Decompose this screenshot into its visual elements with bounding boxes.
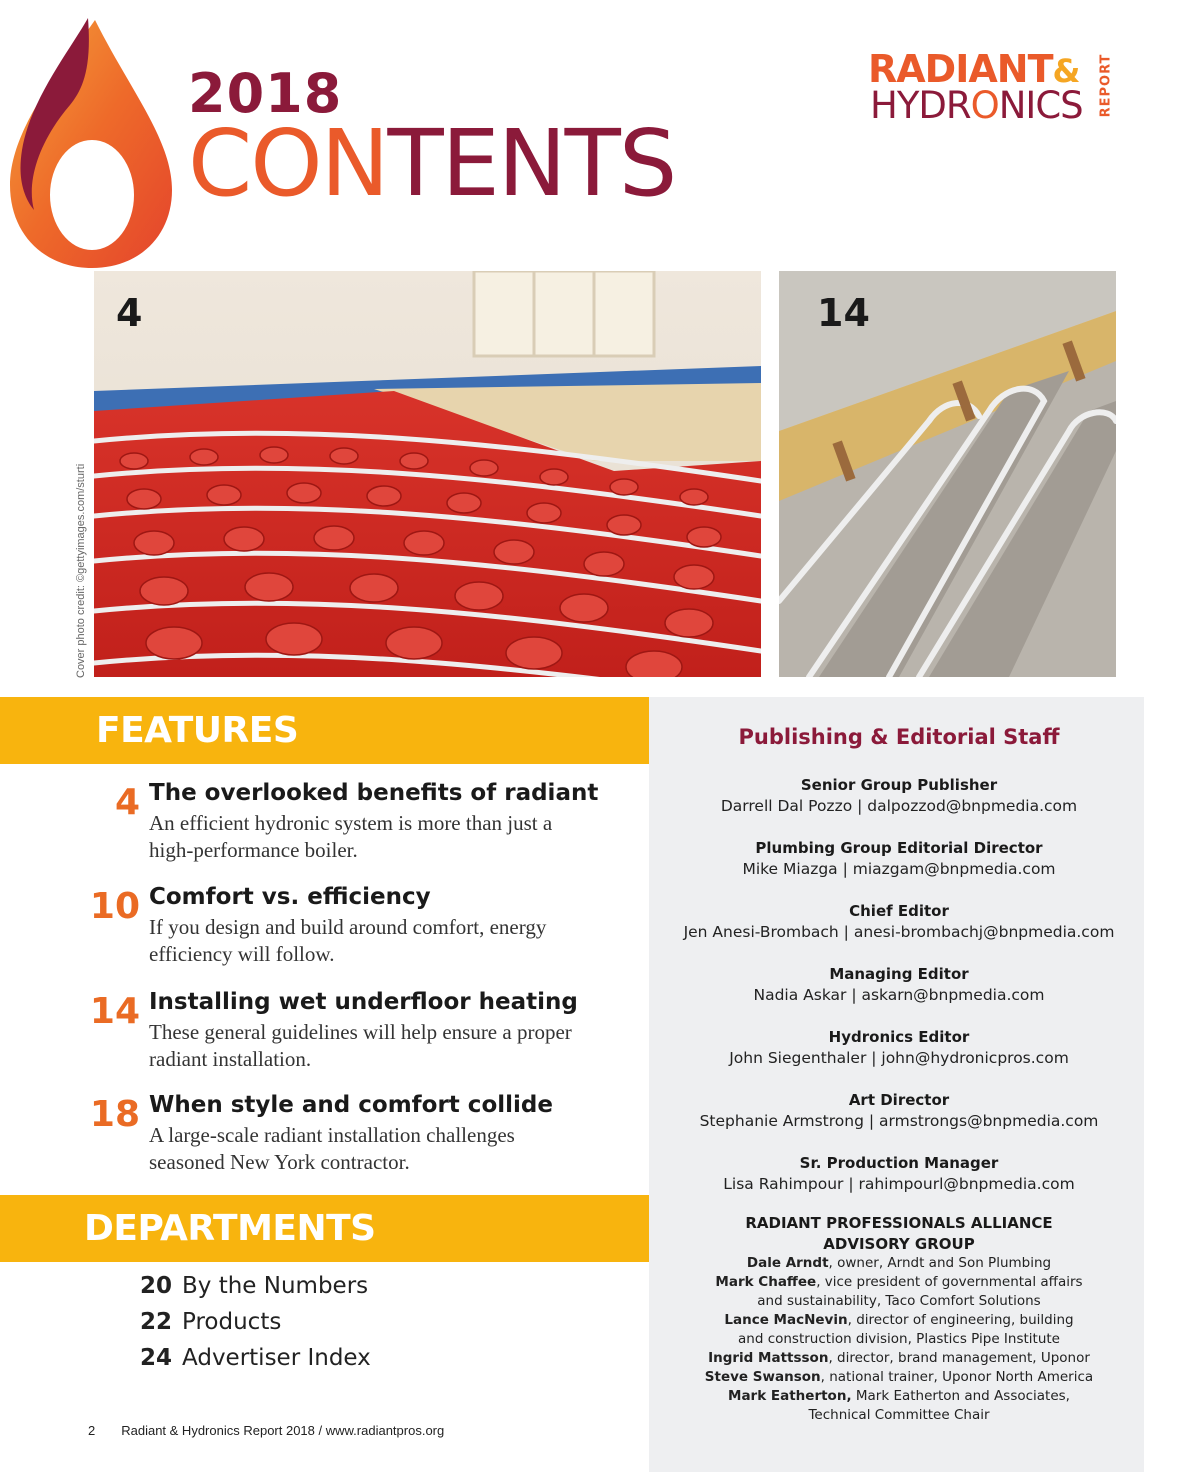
staff-heading: Publishing & Editorial Staff bbox=[738, 725, 1060, 749]
staff-entry bbox=[649, 1153, 1149, 1195]
member-desc: and sustainability, Taco Comfort Solutions bbox=[757, 1293, 1041, 1309]
feature-description: These general guidelines will help ensure a proper radiant installation. bbox=[149, 1020, 572, 1071]
footer-page-number: 2 bbox=[88, 1423, 96, 1438]
brand-radiant: RADIANT bbox=[868, 47, 1053, 91]
brand-line-2 bbox=[870, 84, 1083, 127]
feature-description: If you design and build around comfort, energy efficiency will follow. bbox=[149, 915, 547, 966]
drop-logo-icon bbox=[0, 10, 175, 270]
radiant-floor-image bbox=[94, 271, 761, 677]
member-name: Steve Swanson bbox=[704, 1369, 821, 1385]
feature-description: A large-scale radiant installation challenges seasoned New York contractor. bbox=[149, 1123, 515, 1174]
advisory-member bbox=[649, 1311, 1149, 1330]
member-desc: , vice president of governmental affairs bbox=[816, 1274, 1083, 1290]
advisory-title-line-2: ADVISORY GROUP bbox=[823, 1235, 975, 1253]
staff-contact: John Siegenthaler | john@hydronicpros.com bbox=[729, 1049, 1069, 1067]
feature-page-number: 10 bbox=[89, 886, 140, 927]
staff-role: Chief Editor bbox=[849, 902, 949, 920]
advisory-group-title bbox=[649, 1213, 1149, 1255]
staff-contact: Lisa Rahimpour | rahimpourl@bnpmedia.com bbox=[723, 1175, 1075, 1193]
advisory-title-line-1: RADIANT PROFESSIONALS ALLIANCE bbox=[745, 1214, 1053, 1232]
feature-photo-underfloor bbox=[779, 271, 1116, 677]
feature-page-number: 18 bbox=[89, 1094, 140, 1135]
brand-logo bbox=[868, 47, 1128, 127]
photo1-page-number: 4 bbox=[116, 291, 143, 335]
staff-panel bbox=[649, 697, 1144, 1472]
staff-role: Art Director bbox=[848, 1091, 950, 1109]
photo2-page-number: 14 bbox=[817, 291, 870, 335]
staff-contact: Nadia Askar | askarn@bnpmedia.com bbox=[753, 986, 1045, 1004]
page-title bbox=[188, 110, 676, 217]
feature-page-number: 14 bbox=[89, 991, 140, 1032]
features-heading: FEATURES bbox=[96, 710, 299, 751]
member-desc: , director of engineering, building bbox=[847, 1312, 1074, 1328]
member-name: Lance MacNevin bbox=[724, 1312, 848, 1328]
department-item[interactable] bbox=[140, 1273, 368, 1299]
feature-title: Comfort vs. efficiency bbox=[149, 884, 431, 910]
department-item[interactable] bbox=[140, 1309, 281, 1335]
brand-hydr: HYDR bbox=[870, 84, 971, 127]
feature-description: An efficient hydronic system is more than just a high-performance boiler. bbox=[149, 811, 553, 862]
staff-role: Sr. Production Manager bbox=[799, 1154, 999, 1172]
page-footer bbox=[88, 1423, 444, 1438]
advisory-member bbox=[649, 1368, 1149, 1387]
feature-page-number: 4 bbox=[114, 782, 140, 823]
advisory-member bbox=[649, 1387, 1149, 1406]
department-label: Advertiser Index bbox=[182, 1345, 371, 1371]
staff-role: Senior Group Publisher bbox=[800, 776, 998, 794]
brand-report-text: REPORT bbox=[1098, 53, 1114, 118]
member-desc: and construction division, Plastics Pipe Institute bbox=[738, 1331, 1060, 1347]
department-item[interactable] bbox=[140, 1345, 371, 1371]
feature-photo-radiant-floor bbox=[94, 271, 761, 677]
department-label: By the Numbers bbox=[182, 1273, 369, 1299]
advisory-member bbox=[649, 1406, 1149, 1425]
brand-ampersand: & bbox=[1052, 52, 1080, 90]
staff-entry bbox=[649, 775, 1149, 817]
member-name: Mark Chaffee bbox=[715, 1274, 817, 1290]
staff-role: Managing Editor bbox=[829, 965, 969, 983]
title-part-1: CON bbox=[188, 110, 388, 217]
advisory-member bbox=[649, 1273, 1149, 1292]
staff-contact: Mike Miazga | miazgam@bnpmedia.com bbox=[742, 860, 1056, 878]
brand-nics: NICS bbox=[998, 84, 1083, 127]
member-desc: , national trainer, Uponor North America bbox=[820, 1369, 1094, 1385]
department-page-number: 24 bbox=[140, 1345, 173, 1371]
member-desc: Technical Committee Chair bbox=[808, 1407, 990, 1423]
advisory-group-list bbox=[649, 1254, 1149, 1425]
member-name: Ingrid Mattsson bbox=[708, 1350, 829, 1366]
feature-title: The overlooked benefits of radiant bbox=[149, 780, 599, 806]
member-desc: , owner, Arndt and Son Plumbing bbox=[828, 1255, 1052, 1271]
member-name: Mark Eatherton, bbox=[728, 1388, 852, 1404]
feature-title: Installing wet underfloor heating bbox=[149, 989, 578, 1015]
advisory-member bbox=[649, 1349, 1149, 1368]
footer-text: Radiant & Hydronics Report 2018 / www.radiantpros.org bbox=[121, 1423, 445, 1438]
photo-credit: Cover photo credit: ©gettyimages.com/sturti bbox=[75, 463, 87, 678]
staff-role: Plumbing Group Editorial Director bbox=[755, 839, 1043, 857]
member-desc: , director, brand management, Uponor bbox=[828, 1350, 1090, 1366]
page-year: 2018 bbox=[188, 62, 343, 125]
member-name: Dale Arndt bbox=[746, 1255, 829, 1271]
department-page-number: 20 bbox=[140, 1273, 173, 1299]
brand-o-drop: O bbox=[970, 84, 999, 127]
advisory-member bbox=[649, 1292, 1149, 1311]
feature-title: When style and comfort collide bbox=[149, 1092, 553, 1118]
advisory-member bbox=[649, 1330, 1149, 1349]
department-page-number: 22 bbox=[140, 1309, 173, 1335]
advisory-member bbox=[649, 1254, 1149, 1273]
title-part-2: TENTS bbox=[387, 110, 676, 217]
department-label: Products bbox=[182, 1309, 282, 1335]
staff-contact: Darrell Dal Pozzo | dalpozzod@bnpmedia.com bbox=[720, 797, 1078, 815]
staff-entry bbox=[649, 838, 1149, 880]
staff-contact: Jen Anesi-Brombach | anesi-brombachj@bnpmedia.com bbox=[683, 923, 1115, 941]
staff-entry bbox=[649, 1090, 1149, 1132]
brand-report bbox=[1098, 52, 1116, 122]
staff-role: Hydronics Editor bbox=[828, 1028, 970, 1046]
departments-heading: DEPARTMENTS bbox=[84, 1208, 376, 1249]
member-desc: Mark Eatherton and Associates, bbox=[851, 1388, 1070, 1404]
staff-entry bbox=[649, 964, 1149, 1006]
staff-contact: Stephanie Armstrong | armstrongs@bnpmedia.com bbox=[699, 1112, 1099, 1130]
staff-entry bbox=[649, 1027, 1149, 1069]
staff-entry bbox=[649, 901, 1149, 943]
